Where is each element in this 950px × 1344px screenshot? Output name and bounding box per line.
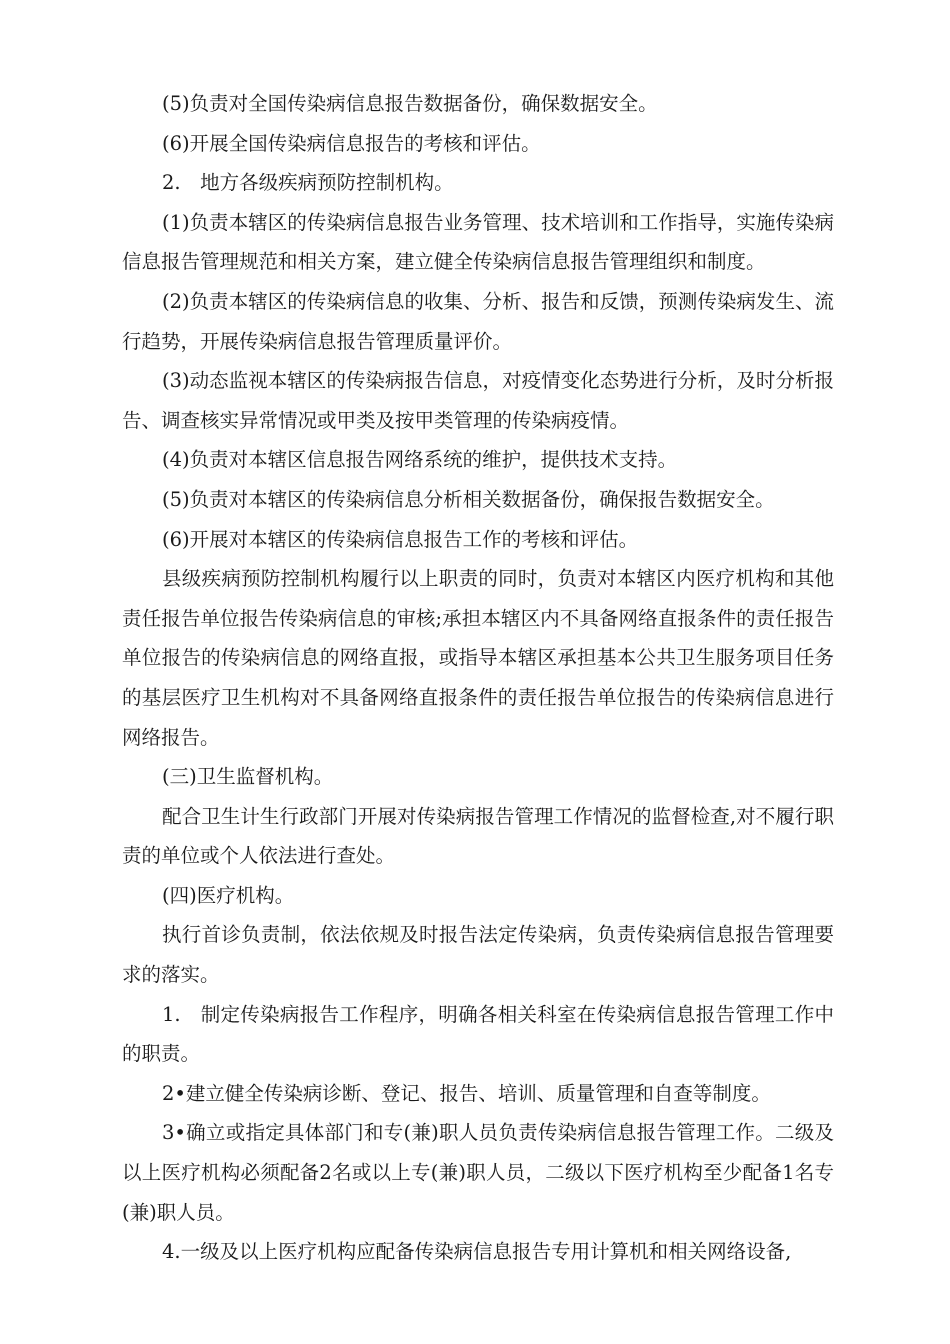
paragraph-local-collection: (2)负责本辖区的传染病信息的收集、分析、报告和反馈，预测传染病发生、流行趋势，开展传染病信息报告管理质量评价。: [122, 289, 834, 353]
paragraph-local-backup: (5)负责对本辖区的传染病信息分析相关数据备份，确保报告数据安全。: [162, 487, 775, 511]
paragraph-equipment: 4.一级及以上医疗机构应配备传染病信息报告专用计算机和相关网络设备,: [162, 1240, 792, 1264]
section-heading-health-supervision: (三)卫生监督机构。: [162, 765, 334, 789]
paragraph-reporting-procedure: 1. 制定传染病报告工作程序，明确各相关科室在传染病信息报告管理工作中的职责。: [122, 1002, 834, 1066]
paragraph-health-supervision: 配合卫生计生行政部门开展对传染病报告管理工作情况的监督检查,对不履行职责的单位或个人依法进行查处。: [122, 804, 834, 868]
paragraph-reporting-systems: 2•建立健全传染病诊断、登记、报告、培训、质量管理和自查等制度。: [162, 1081, 771, 1105]
paragraph-local-assessment: (6)开展对本辖区的传染病信息报告工作的考核和评估。: [162, 527, 639, 551]
section-heading-local-cdc: 2. 地方各级疾病预防控制机构。: [162, 171, 454, 195]
paragraph-county-cdc: 县级疾病预防控制机构履行以上职责的同时，负责对本辖区内医疗机构和其他责任报告单位报告传染病信息的审核;承担本辖区内不具备网络直报条件的责任报告单位报告的传染病信息的网络直报，或指导本辖区承担基本公共卫生服务项目任务的基层医疗卫生机构对不具备网络直报条件的责任报告单位报告的传染病信息进行网络报告。: [122, 567, 834, 749]
paragraph-national-backup: (5)负责对全国传染病信息报告数据备份，确保数据安全。: [162, 92, 658, 115]
paragraph-staffing: 3•确立或指定具体部门和专(兼)职人员负责传染病信息报告管理工作。二级及以上医疗机构必须配备2名或以上专(兼)职人员，二级以下医疗机构至少配备1名专(兼)职人员。: [122, 1121, 834, 1224]
paragraph-local-management: (1)负责本辖区的传染病信息报告业务管理、技术培训和工作指导，实施传染病信息报告管理规范和相关方案，建立健全传染病信息报告管理组织和制度。: [122, 210, 834, 274]
paragraph-local-network: (4)负责对本辖区信息报告网络系统的维护，提供技术支持。: [162, 448, 678, 472]
paragraph-first-diagnosis: 执行首诊负责制，依法依规及时报告法定传染病，负责传染病信息报告管理要求的落实。: [122, 923, 834, 987]
paragraph-local-monitoring: (3)动态监视本辖区的传染病报告信息，对疫情变化态势进行分析，及时分析报告、调查核实异常情况或甲类及按甲类管理的传染病疫情。: [122, 369, 834, 432]
document-body: [122, 84, 834, 1272]
paragraph-national-assessment: (6)开展全国传染病信息报告的考核和评估。: [162, 131, 541, 155]
section-heading-medical-institutions: (四)医疗机构。: [162, 883, 295, 907]
